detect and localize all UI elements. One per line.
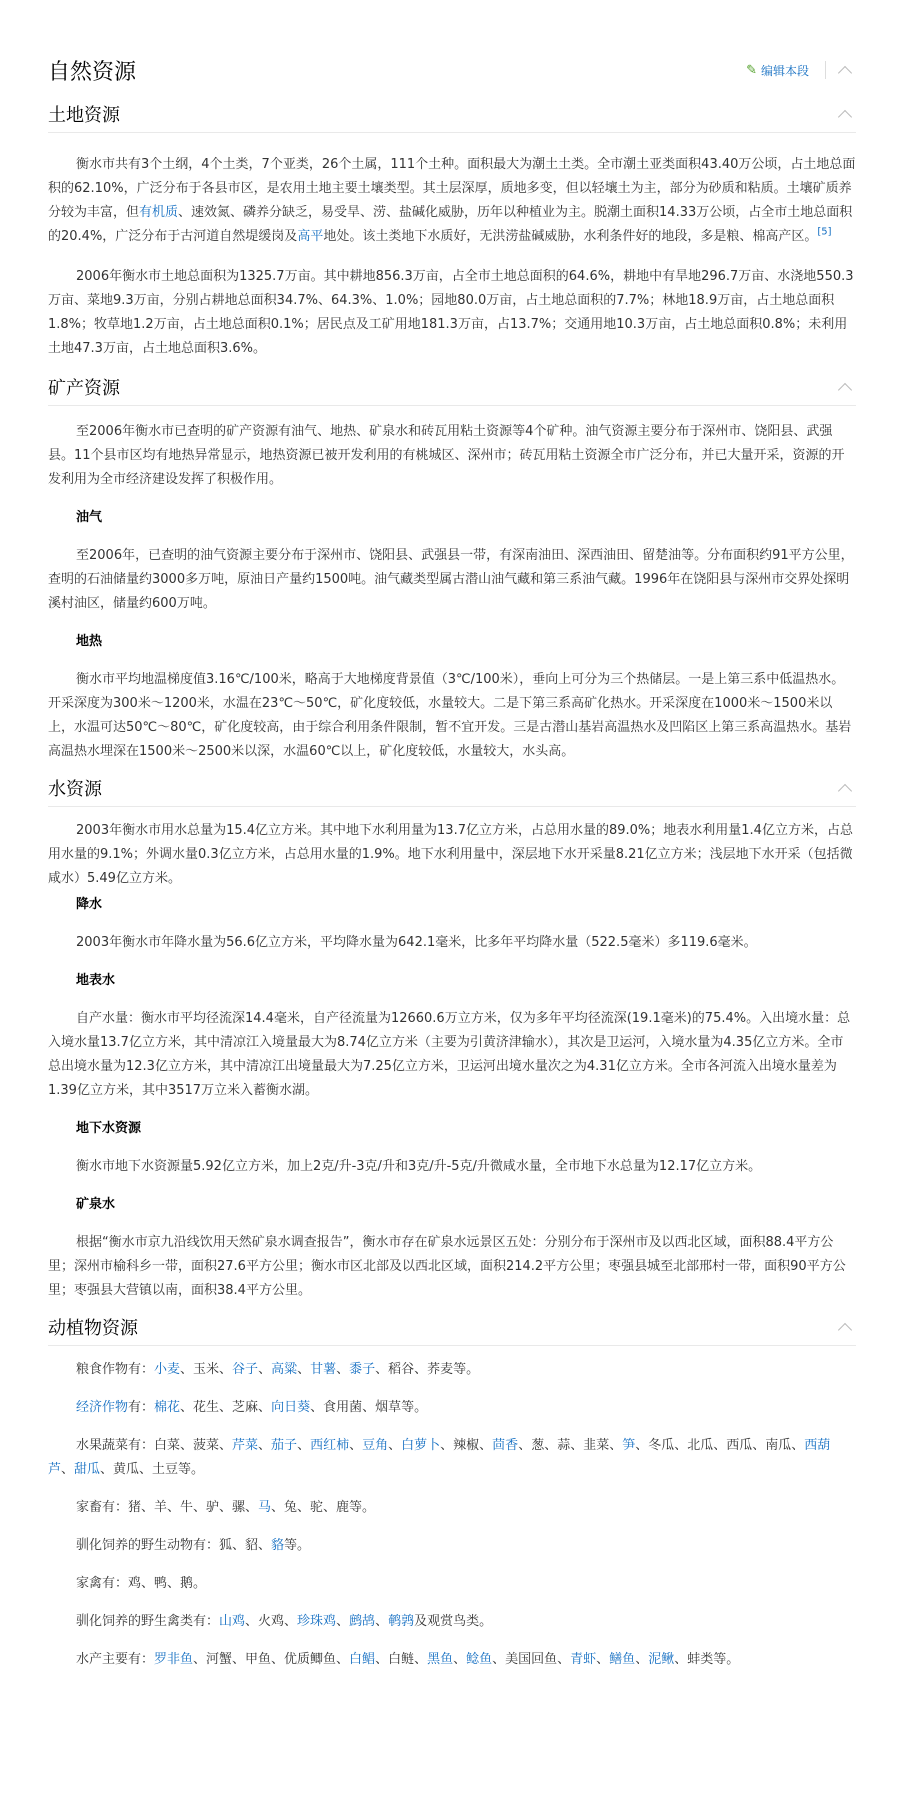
text-span: 、 (258, 1362, 272, 1377)
text-span: 、火鸡、 (245, 1614, 298, 1629)
text-span: 、花生、芝麻、 (180, 1400, 272, 1415)
text-span: 、速效氮、磷养分缺乏，易受旱、涝、盐碱化威胁，历年以种植业为主。脱潮土面积14.33万公顷，占全市土地总面积的20.4%，广泛分布于古河道自然堤缓岗及 (48, 205, 853, 244)
inline-link[interactable]: 经济作物 (76, 1400, 129, 1415)
land-paragraph-2: 2006年衡水市土地总面积为1325.7万亩。其中耕地856.3万亩，占全市土地总面积的64.6%，耕地中有旱地296.7万亩、水浇地550.3万亩、菜地9.3万亩，分别占耕地总面积34.7%、64.3%、1.0%；园地80.0万亩，占土地总面积的7.7%；林地18.9万亩，占土地总面积1.8%；牧草地1.2万亩，占土地总面积0.1%；居民点及工矿用地181.3万亩，占13.7%；交通用地10.3万亩，占土地总面积0.8%；未利用土地47.3万亩，占土地总面积3.6%。 (48, 269, 854, 356)
inline-link[interactable]: 小麦 (154, 1362, 181, 1377)
text-span: 、兔、驼、鹿等。 (271, 1500, 376, 1515)
text-span: 、 (258, 1438, 272, 1453)
inline-link[interactable]: 茄子 (271, 1438, 298, 1453)
page-header (48, 44, 856, 96)
text-span: 、 (375, 1614, 389, 1629)
subheading-geothermal: 地热 (76, 634, 103, 649)
inline-link[interactable]: 向日葵 (271, 1400, 311, 1415)
text-span: 、冬瓜、北瓜、西瓜、南瓜、 (635, 1438, 805, 1453)
chevron-up-icon[interactable] (838, 1322, 852, 1336)
section-heading-bio (48, 1309, 856, 1346)
list-item (48, 1496, 856, 1520)
text-span: 家禽有：鸡、鸭、鹅。 (76, 1576, 207, 1591)
text-span: 等。 (284, 1538, 311, 1553)
inline-link[interactable]: 高粱 (271, 1362, 298, 1377)
list-item (48, 1534, 856, 1558)
list-item (48, 1396, 856, 1420)
list-item (48, 1572, 856, 1596)
section-title: 矿产资源 (48, 378, 120, 399)
geothermal-paragraph: 衡水市平均地温梯度值3.16℃/100米，略高于大地梯度背景值（3℃/100米），垂向上可分为三个热储层。一是上第三系中低温热水。开采深度为300米～1200米，水温在23℃～50℃，矿化度较低，水量较大。二是下第三系高矿化热水。开采深度在1000米～1500米以上，水温可达50℃～80℃，矿化度较高，由于综合利用条件限制，暂不宜开发。三是古潜山基岩高温热水及凹陷区上第三系高温热水。基岩高温热水埋深在1500米～2500米以深，水温60℃以上，矿化度较低，水量较大，水头高。 (48, 672, 852, 759)
text-span: 及观赏鸟类。 (414, 1614, 493, 1629)
text-span: 、玉米、 (180, 1362, 233, 1377)
inline-link[interactable]: 鲶鱼 (466, 1652, 493, 1667)
inline-link[interactable]: 笋 (622, 1438, 636, 1453)
text-span: 、 (336, 1362, 350, 1377)
list-item (48, 1434, 856, 1482)
chevron-up-icon[interactable] (838, 65, 852, 79)
edit-label: 编辑本段 (760, 63, 809, 78)
list-item (48, 1610, 856, 1634)
list-item (48, 1358, 856, 1382)
pencil-icon: ✎ (746, 62, 757, 78)
inline-link[interactable]: 白萝卜 (401, 1438, 441, 1453)
text-span: 、黄瓜、土豆等。 (100, 1462, 205, 1477)
inline-link[interactable]: 谷子 (232, 1362, 259, 1377)
text-span: 、 (297, 1438, 311, 1453)
subheading-mineral-water: 矿泉水 (76, 1197, 116, 1212)
inline-link[interactable]: 泥鳅 (648, 1652, 675, 1667)
subheading-rain: 降水 (76, 897, 103, 912)
inline-link[interactable]: 黍子 (349, 1362, 376, 1377)
inline-link[interactable]: 西葫芦 (48, 1438, 831, 1477)
inline-link[interactable]: 豆角 (362, 1438, 389, 1453)
section-heading-mineral (48, 369, 856, 406)
section-title: 土地资源 (48, 105, 120, 126)
link-gaoping[interactable]: 高平 (297, 229, 324, 244)
text-span: 水果蔬菜有：白菜、菠菜、 (76, 1438, 233, 1453)
text-span: 有： (128, 1400, 155, 1415)
content (48, 0, 856, 1672)
oil-paragraph: 至2006年，已查明的油气资源主要分布于深州市、饶阳县、武强县一带，有深南油田、深西油田、留楚油等。分布面积约91平方公里，查明的石油储量约3000多万吨，原油日产量约1500吨。油气藏类型属古潜山油气藏和第三系油气藏。1996年在饶阳县与深州市交界处探明溪村油区，储量约600万吨。 (48, 548, 854, 611)
surface-water-paragraph: 自产水量：衡水市平均径流深14.4毫米，自产径流量为12660.6万立方米，仅为多年平均径流深(19.1毫米)的75.4%。入出境水量：总入境水量13.7亿立方米，其中清凉江入境量最大为8.74亿立方米（主要为引黄济津输水），其次是卫运河，入境水量为4.35亿立方米。全市总出境水量为12.3亿立方米，其中清凉江出境量最大为7.25亿立方米，卫运河出境水量次之为4.31亿立方米。全市各河流入出境水量差为1.39亿立方米，其中3517万立米入蓄衡水湖。 (48, 1011, 851, 1098)
inline-link[interactable]: 鳝鱼 (609, 1652, 636, 1667)
text-span: 、美国回鱼、 (492, 1652, 571, 1667)
divider (825, 61, 826, 79)
text-span: 、白鲢、 (375, 1652, 428, 1667)
text-span: 、 (336, 1614, 350, 1629)
text-span: 、 (61, 1462, 75, 1477)
text-span: 、葱、蒜、韭菜、 (518, 1438, 623, 1453)
chevron-up-icon[interactable] (838, 109, 852, 123)
text-span: 、 (453, 1652, 467, 1667)
chevron-up-icon[interactable] (838, 783, 852, 797)
inline-link[interactable]: 甜瓜 (74, 1462, 101, 1477)
section-title: 动植物资源 (48, 1318, 138, 1339)
inline-link[interactable]: 马 (258, 1500, 272, 1515)
inline-link[interactable]: 貉 (271, 1538, 285, 1553)
text-span: 、 (388, 1438, 402, 1453)
text-span: 、 (297, 1362, 311, 1377)
chevron-up-icon[interactable] (838, 382, 852, 396)
inline-link[interactable]: 鹧鸪 (349, 1614, 376, 1629)
mineral-paragraph: 至2006年衡水市已查明的矿产资源有油气、地热、矿泉水和砖瓦用粘土资源等4个矿种。油气资源主要分布于深州市、饶阳县、武强县。11个县市区均有地热异常显示，地热资源已被开发利用的有桃城区、深州市；砖瓦用粘土资源全市广泛分布，并已大量开采，资源的开发利用为全市经济建设发挥了积极作用。 (48, 424, 845, 487)
subheading-groundwater: 地下水资源 (76, 1121, 142, 1136)
text-span: 、 (349, 1438, 363, 1453)
text-span: 地处。该土类地下水质好，无洪涝盐碱威胁，水利条件好的地段，多是粮、棉高产区。 (323, 229, 818, 244)
section-heading-water (48, 770, 856, 807)
page-title: 自然资源 (48, 59, 137, 85)
groundwater-paragraph: 衡水市地下水资源量5.92亿立方米，加上2克/升-3克/升和3克/升-5克/升微咸水量，全市地下水总量为12.17亿立方米。 (76, 1159, 762, 1174)
inline-link[interactable]: 青虾 (570, 1652, 597, 1667)
text-span: 、河蟹、甲鱼、优质鲫鱼、 (193, 1652, 350, 1667)
section-title: 水资源 (48, 779, 102, 800)
land-paragraph-1 (48, 153, 856, 249)
edit-section-button[interactable] (746, 61, 856, 79)
text-span: 、 (596, 1652, 610, 1667)
text-span: 、辣椒、 (440, 1438, 493, 1453)
text-span: 、稻谷、荞麦等。 (375, 1362, 480, 1377)
reference-link[interactable]: [5] (817, 226, 832, 238)
text-span: 、食用菌、烟草等。 (310, 1400, 428, 1415)
inline-link[interactable]: 白鲳 (349, 1652, 376, 1667)
text-span: 家畜有：猪、羊、牛、驴、骡、 (76, 1500, 259, 1515)
inline-link[interactable]: 珍珠鸡 (297, 1614, 337, 1629)
inline-link[interactable]: 茴香 (492, 1438, 519, 1453)
inline-link[interactable]: 罗非鱼 (154, 1652, 194, 1667)
subheading-oil: 油气 (76, 510, 103, 525)
bio-list (48, 1346, 856, 1672)
mineral-water-paragraph: 根据“衡水市京九沿线饮用天然矿泉水调查报告”，衡水市存在矿泉水远景区五处：分别分布于深州市及以西北区域，面积88.4平方公里；深州市榆科乡一带，面积27.6平方公里；衡水市区北部及以西北区域，面积214.2平方公里；枣强县城至北部邢村一带，面积90平方公里；枣强县大营镇以南，面积38.4平方公里。 (48, 1235, 846, 1298)
text-span: 、 (635, 1652, 649, 1667)
inline-link[interactable]: 甘薯 (310, 1362, 337, 1377)
text-span: 驯化饲养的野生禽类有： (76, 1614, 220, 1629)
inline-link[interactable]: 芹菜 (232, 1438, 259, 1453)
list-item (48, 1648, 856, 1672)
inline-link[interactable]: 鹌鹑 (388, 1614, 415, 1629)
inline-link[interactable]: 山鸡 (219, 1614, 246, 1629)
inline-link[interactable]: 西红柿 (310, 1438, 350, 1453)
section-heading-land (48, 96, 856, 133)
water-paragraph: 2003年衡水市用水总量为15.4亿立方米。其中地下水利用量为13.7亿立方米，占总用水量的89.0%；地表水利用量1.4亿立方米，占总用水量的9.1%；外调水量0.3亿立方米，占总用水量的1.9%。地下水利用量中，深层地下水开采量8.21亿立方米；浅层地下水开采（包括微咸水）5.49亿立方米。 (48, 823, 853, 886)
inline-link[interactable]: 棉花 (154, 1400, 181, 1415)
subheading-surface-water: 地表水 (76, 973, 116, 988)
text-span: 、蚌类等。 (674, 1652, 740, 1667)
text-span: 水产主要有： (76, 1652, 155, 1667)
link-youjizhi[interactable]: 有机质 (139, 205, 179, 220)
text-span: 衡水市共有3个土纲，4个土类，7个亚类，26个土属，111个土种。面积最大为潮土土类。全市潮土亚类面积43.40万公顷，占土地总面积的62.10%，广泛分布于各县市区，是农用土地主要土壤类型。其土层深厚，质地多变，但以轻壤土为主，部分为砂质和粘质。土壤矿质养分较为丰富，但 (48, 157, 856, 220)
inline-link[interactable]: 黑鱼 (427, 1652, 454, 1667)
text-span: 驯化饲养的野生动物有：狐、貂、 (76, 1538, 272, 1553)
text-span: 粮食作物有： (76, 1362, 155, 1377)
rain-paragraph: 2003年衡水市年降水量为56.6亿立方米，平均降水量为642.1毫米，比多年平均降水量（522.5毫米）多119.6毫米。 (76, 935, 757, 950)
